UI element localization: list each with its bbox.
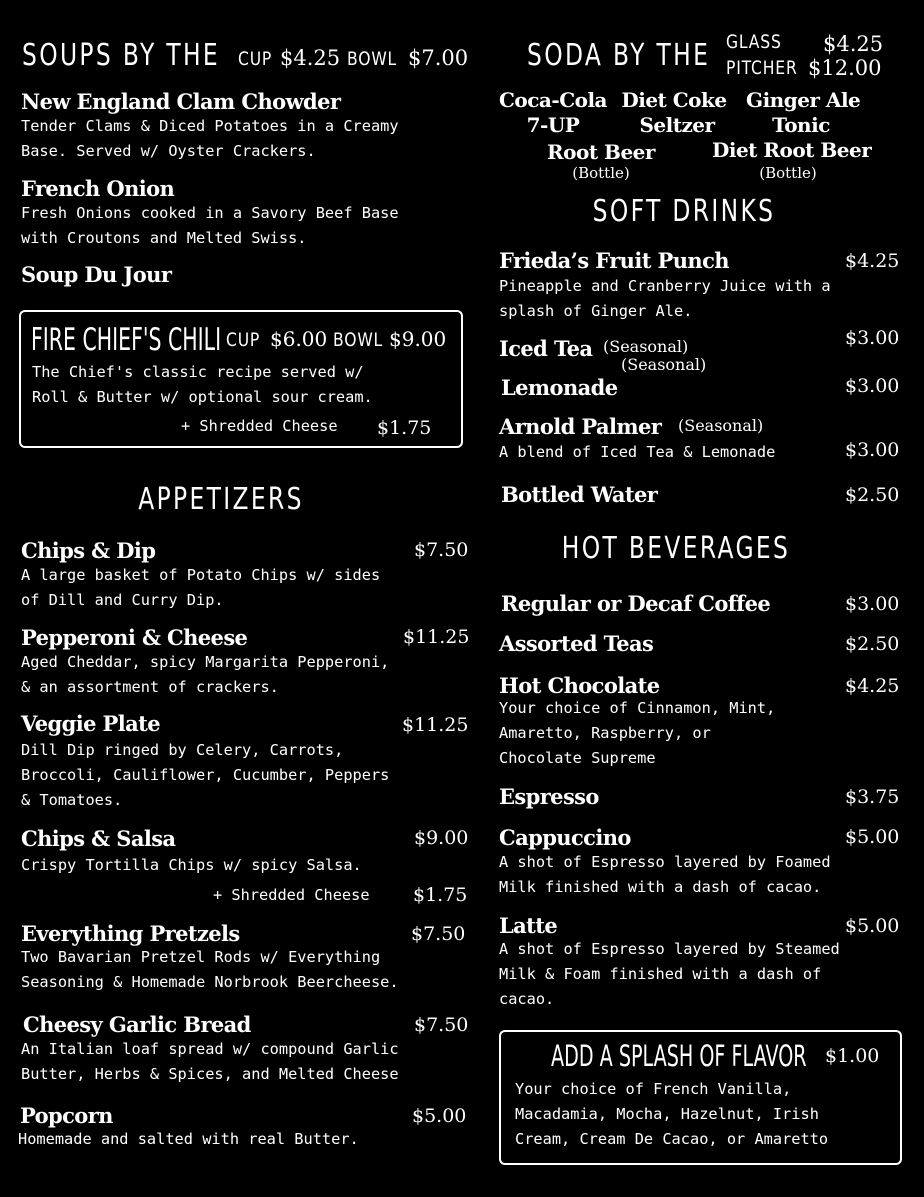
soup-item-desc: Tender Clams & Diced Potatoes in a Creamy Base. Served w/ Oyster Crackers. [21, 117, 399, 160]
soda-flavor: Root Beer [547, 140, 655, 164]
soup-item-name: New England Clam Chowder [21, 89, 341, 114]
appetizer-name: Popcorn [20, 1103, 113, 1128]
appetizer-price: $5.00 [412, 1105, 467, 1127]
appetizer-price: $11.25 [403, 626, 470, 648]
hot-beverages-heading: HOT BEVERAGES [561, 531, 791, 566]
hot-beverage-name: Cappuccino [499, 825, 631, 850]
soft-drink-note: (Seasonal) [603, 337, 689, 356]
hot-beverage-desc: Your choice of Cinnamon, Mint, Amaretto, Raspberry, or Chocolate Supreme [499, 699, 776, 767]
appetizer-desc: Aged Cheddar, spicy Margarita Pepperoni, & an assortment of crackers. [21, 653, 390, 696]
appetizer-price: $9.00 [414, 827, 469, 849]
soft-drink-price: $3.00 [845, 375, 900, 397]
chili-cup-label: CUP [226, 329, 261, 351]
appetizer-name: Veggie Plate [21, 711, 160, 736]
flavor-desc: Your choice of French Vanilla, Macadamia, Mocha, Hazelnut, Irish Cream, Cream De Cacao, or Amaretto [515, 1080, 829, 1148]
appetizer-name: Cheesy Garlic Bread [23, 1012, 251, 1037]
soda-flavor: Coca-Cola [499, 88, 608, 112]
appetizer-desc: Two Bavarian Pretzel Rods w/ Everything Seasoning & Homemade Norbrook Beercheese. [21, 948, 399, 991]
soft-drink-name: Frieda’s Fruit Punch [499, 248, 729, 273]
appetizer-desc: An Italian loaf spread w/ compound Garlic Butter, Herbs & Spices, and Melted Cheese [21, 1040, 399, 1083]
flavor-price: $1.00 [825, 1045, 880, 1067]
appetizer-desc: Crispy Tortilla Chips w/ spicy Salsa. [21, 856, 362, 874]
soft-drink-price: $3.00 [845, 327, 900, 349]
hot-beverage-name: Hot Chocolate [499, 673, 660, 698]
soft-drink-price: $4.25 [845, 250, 900, 272]
chili-addon: + Shredded Cheese [181, 417, 338, 435]
soft-drink-price: $2.50 [845, 484, 900, 506]
soda-flavor: 7-UP [526, 113, 580, 137]
soda-heading: SODA BY THE [527, 38, 711, 73]
soda-flavor: Tonic [772, 113, 830, 137]
soda-pitcher-label: PITCHER [726, 57, 798, 79]
soft-drinks-heading: SOFT DRINKS [592, 194, 776, 229]
soft-drink-name: Arnold Palmer [499, 414, 662, 439]
hot-beverage-name: Regular or Decaf Coffee [501, 591, 771, 616]
soft-drink-desc: A blend of Iced Tea & Lemonade [499, 443, 776, 461]
flavor-heading: ADD A SPLASH OF FLAVOR [551, 1039, 807, 1073]
hot-beverage-price: $4.25 [845, 675, 900, 697]
soda-glass-price: $4.25 [823, 32, 884, 56]
appetizer-price: $11.25 [402, 714, 469, 736]
hot-beverage-name: Espresso [499, 784, 599, 809]
soup-item-name: Soup Du Jour [21, 262, 172, 287]
hot-beverage-price: $5.00 [845, 915, 900, 937]
appetizer-name: Pepperoni & Cheese [21, 625, 248, 650]
appetizer-price: $7.50 [414, 539, 469, 561]
soft-drink-desc: Pineapple and Cranberry Juice with a splash of Ginger Ale. [499, 277, 831, 320]
appetizer-desc: A large basket of Potato Chips w/ sides of Dill and Curry Dip. [21, 566, 381, 609]
soft-drink-name: Lemonade [501, 375, 618, 400]
chili-bowl-label: BOWL [333, 329, 384, 351]
chili-bowl-price: $9.00 [389, 327, 447, 351]
soups-cup-price: $4.25 [280, 46, 341, 70]
appetizers-heading: APPETIZERS [138, 482, 304, 517]
appetizer-addon: + Shredded Cheese [213, 886, 370, 904]
hot-beverage-price: $5.00 [845, 826, 900, 848]
chili-heading: FIRE CHIEF'S CHILI [31, 322, 222, 358]
soda-bottle-note: (Bottle) [572, 164, 630, 182]
appetizer-name: Everything Pretzels [21, 921, 240, 946]
appetizer-desc: Dill Dip ringed by Celery, Carrots, Broccoli, Cauliflower, Cucumber, Peppers & Tomatoes. [21, 741, 390, 809]
hot-beverage-desc: A shot of Espresso layered by Steamed Milk & Foam finished with a dash of cacao. [499, 940, 840, 1008]
hot-beverage-price: $3.75 [845, 786, 900, 808]
soup-item-name: French Onion [21, 176, 175, 201]
soda-flavor: Diet Root Beer [712, 138, 872, 162]
chili-desc: The Chief's classic recipe served w/ Roll & Butter w/ optional sour cream. [32, 363, 373, 406]
hot-beverage-name: Assorted Teas [499, 631, 654, 656]
hot-beverage-desc: A shot of Espresso layered by Foamed Milk finished with a dash of cacao. [499, 853, 831, 896]
soft-drink-name: Bottled Water [501, 482, 658, 507]
soda-flavor: Ginger Ale [746, 88, 861, 112]
soft-drink-note: (Seasonal) [678, 416, 764, 435]
hot-beverage-price: $3.00 [845, 593, 900, 615]
soft-drink-note: (Seasonal) [621, 355, 707, 374]
appetizer-name: Chips & Salsa [21, 826, 176, 851]
soft-drink-price: $3.00 [845, 439, 900, 461]
appetizer-addon-price: $1.75 [413, 884, 468, 906]
soups-bowl-price: $7.00 [408, 46, 469, 70]
appetizer-price: $7.50 [414, 1014, 469, 1036]
hot-beverage-name: Latte [499, 913, 558, 938]
soup-item-desc: Fresh Onions cooked in a Savory Beef Base with Croutons and Melted Swiss. [21, 204, 399, 247]
soda-bottle-note: (Bottle) [759, 164, 817, 182]
soups-cup-label: CUP [238, 48, 273, 70]
soda-glass-label: GLASS [726, 31, 782, 53]
soft-drink-name: Iced Tea [499, 336, 593, 361]
soda-flavor: Diet Coke [621, 88, 727, 112]
hot-beverage-price: $2.50 [845, 633, 900, 655]
appetizer-name: Chips & Dip [21, 538, 156, 563]
soda-flavor: Seltzer [639, 113, 715, 137]
chili-addon-price: $1.75 [377, 417, 432, 439]
soups-heading: SOUPS BY THE [22, 38, 221, 73]
chili-cup-price: $6.00 [270, 327, 328, 351]
appetizer-desc: Homemade and salted with real Butter. [18, 1130, 359, 1148]
appetizer-price: $7.50 [411, 923, 466, 945]
soda-pitcher-price: $12.00 [808, 56, 882, 80]
soups-bowl-label: BOWL [347, 48, 398, 70]
